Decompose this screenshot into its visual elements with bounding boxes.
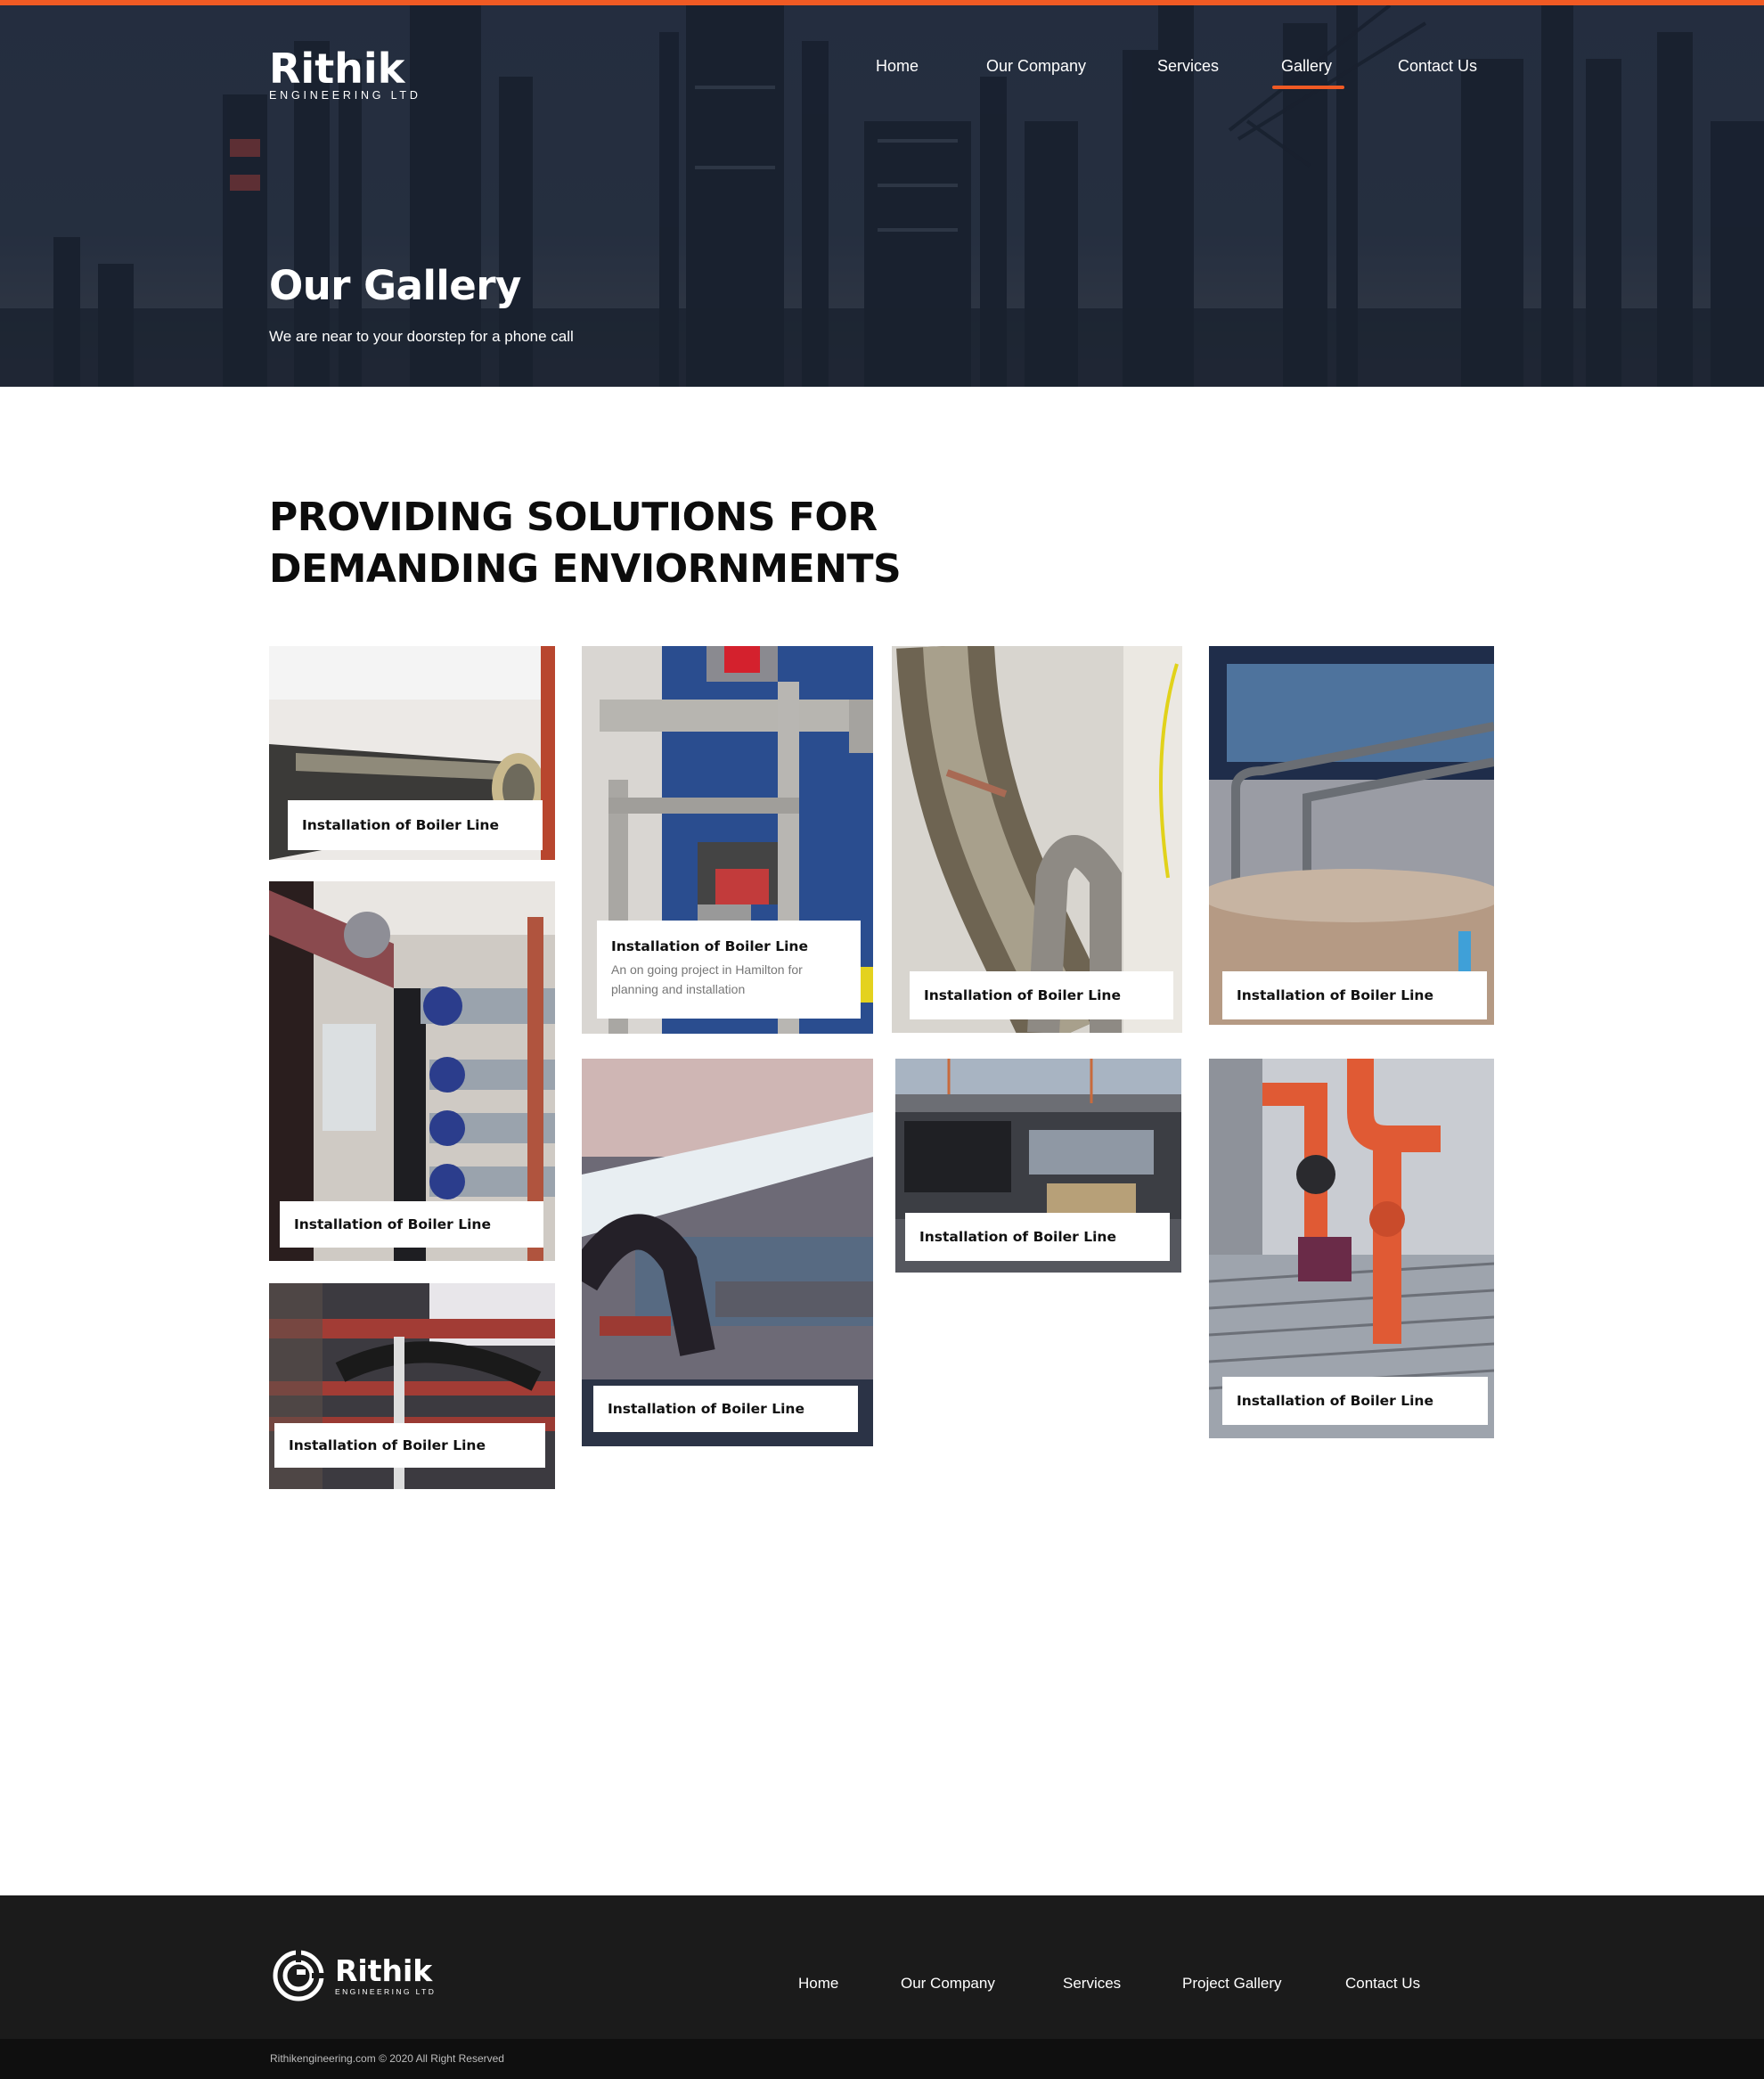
brand-emblem-icon	[273, 1950, 324, 2001]
gallery-card[interactable]	[895, 1059, 1181, 1273]
footer-brand-tagline: ENGINEERING LTD	[335, 1986, 437, 1996]
section-heading-line-2: DEMANDING ENVIORNMENTS	[269, 546, 902, 592]
gallery-caption-title: Installation of Boiler Line	[608, 1401, 804, 1417]
gallery-caption-description: An on going project in Hamilton for planning and installation	[611, 962, 803, 996]
gallery-caption-title: Installation of Boiler Line	[919, 1229, 1116, 1245]
nav-contact-us[interactable]: Contact Us	[1398, 57, 1478, 75]
gallery-caption-title: Installation of Boiler Line	[302, 817, 499, 833]
gallery-card[interactable]	[269, 1283, 555, 1489]
gallery-caption	[593, 1386, 858, 1432]
footer-nav-home[interactable]: Home	[798, 1975, 839, 1992]
gallery-caption	[1222, 971, 1487, 1019]
page-title: Our Gallery	[269, 262, 521, 309]
gallery-card[interactable]	[269, 881, 555, 1261]
gallery-caption-title: Installation of Boiler Line	[289, 1437, 486, 1453]
gallery-card[interactable]	[582, 646, 873, 1034]
gallery-caption	[910, 971, 1173, 1019]
footer-brand-name: Rithik	[335, 1952, 433, 1988]
copyright-bar	[0, 2039, 1764, 2079]
gallery-caption-title: Installation of Boiler Line	[611, 938, 808, 954]
gallery-caption	[1222, 1377, 1488, 1425]
nav-home[interactable]: Home	[876, 57, 919, 75]
gallery-card[interactable]	[269, 646, 555, 860]
gallery-card[interactable]	[1209, 646, 1494, 1025]
nav-our-company[interactable]: Our Company	[986, 57, 1087, 75]
gallery-photo-tank-piping	[1209, 646, 1494, 1025]
gallery-card[interactable]	[892, 646, 1182, 1033]
gallery-caption	[288, 800, 543, 850]
gallery-card[interactable]	[1209, 1059, 1494, 1438]
gallery-caption	[274, 1423, 545, 1468]
gallery-caption	[905, 1213, 1170, 1261]
hero-banner	[0, 0, 1764, 387]
nav-gallery[interactable]: Gallery	[1281, 55, 1332, 91]
gallery-card[interactable]	[582, 1059, 873, 1446]
section-heading-line-1: PROVIDING SOLUTIONS FOR	[269, 495, 878, 540]
brand-logo-tagline: ENGINEERING LTD	[269, 89, 421, 102]
brand-logo-wordmark: Rithik	[269, 45, 405, 93]
copyright-text: Rithikengineering.com © 2020 All Right Reserved	[270, 2052, 504, 2065]
site-footer	[0, 1895, 1764, 2039]
gallery-caption-title: Installation of Boiler Line	[924, 987, 1121, 1003]
footer-brand-logo[interactable]	[273, 1950, 436, 2001]
footer-nav-contact-us[interactable]: Contact Us	[1345, 1975, 1421, 1992]
page-subtitle: We are near to your doorstep for a phone call	[269, 328, 574, 345]
gallery-caption	[280, 1201, 543, 1248]
footer-nav-our-company[interactable]: Our Company	[901, 1975, 995, 1992]
footer-nav-project-gallery[interactable]: Project Gallery	[1182, 1975, 1282, 1992]
gallery-caption-title: Installation of Boiler Line	[294, 1216, 491, 1232]
nav-services[interactable]: Services	[1157, 57, 1220, 75]
footer-nav-services[interactable]: Services	[1063, 1975, 1122, 1992]
section-heading	[269, 492, 1071, 595]
gallery-caption	[597, 921, 861, 1019]
main-navigation	[0, 55, 1764, 91]
gallery-caption-title: Installation of Boiler Line	[1237, 1393, 1433, 1409]
gallery-caption-title: Installation of Boiler Line	[1237, 987, 1433, 1003]
